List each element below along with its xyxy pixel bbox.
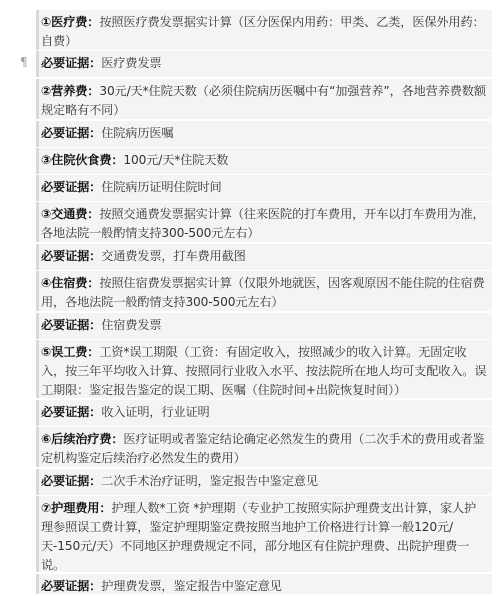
item-text: 按照医疗费发票据实计算（区分医保内用药：甲类、乙类，医保外用药：自费）	[41, 15, 485, 48]
item-transport-fee: ③交通费：按照交通费发票据实计算（往来医院的打车费用，开车以打车费用为准，各地法院一般酌情支持300-500元左右）	[36, 202, 492, 242]
proof-lost-wages: 必要证据：收入证明，行业证明	[36, 400, 492, 426]
proof-meal-fee: 必要证据：住院病历证明住院时间	[36, 175, 492, 201]
proof-label: 必要证据	[41, 56, 90, 70]
proof-label: 必要证据	[41, 180, 90, 194]
item-text: 按照交通费发票据实计算（往来医院的打车费用，开车以打车费用为准，各地法院一般酌情支持300-500元左右）	[41, 207, 485, 240]
proof-text: 医疗费发票	[101, 56, 162, 70]
item-nutrition-fee: ②营养费：30元/天*住院天数（必须住院病历医嘱中有“加强营养”，各地营养费数额规定略有不同）	[36, 79, 492, 119]
item-label: 交通费	[51, 207, 88, 221]
item-number: ⑤	[41, 345, 52, 359]
item-text: 医疗证明或者鉴定结论确定必然发生的费用（二次手术的费用或者鉴定机构鉴定后续治疗必然发生的费用）	[41, 432, 485, 465]
item-text: 护理人数*工资 *护理期（专业护工按照实际护理费支出计算，家人护理参照误工费计算，鉴定护理期鉴定费按照当地护工价格进行计算一般120元/天-150元/天）不同地区护理费规定不同，部分地区有住院护理费、出院护理费一说。	[41, 501, 477, 572]
item-number: ①	[41, 15, 52, 29]
proof-label: 必要证据	[41, 405, 90, 419]
item-lost-wages: ⑤误工费：工资*误工期限（工资：有固定收入，按照减少的收入计算。无固定收入，按三年平均收入计算、按照同行业收入水平、按法院所在地人均可支配收入。误工期限：鉴定报告鉴定的误工期、医嘱（住院时间+出院恢复时间））	[36, 340, 492, 398]
item-label: 后续治疗费	[51, 432, 112, 446]
proof-label: 必要证据	[41, 249, 90, 263]
item-number: ⑦	[41, 501, 52, 515]
item-text: 按照住宿费发票据实计算（仅限外地就医，因客观原因不能住院的住宿费用，各地法院一般酌情支持300-500元左右）	[41, 276, 485, 309]
paragraph-mark-icon: ¶	[20, 55, 28, 69]
proof-text: 二次手术治疗证明，鉴定报告中鉴定意见	[101, 474, 318, 488]
proof-medical-fee: 必要证据：医疗费发票	[36, 51, 492, 77]
item-meal-fee: ③住院伙食费：100元/天*住院天数	[36, 148, 492, 174]
item-text: 100元/天*住院天数	[123, 153, 229, 167]
proof-text: 住院病历医嘱	[101, 126, 174, 140]
item-text: 30元/天*住院天数（必须住院病历医嘱中有“加强营养”，各地营养费数额规定略有不同）	[41, 84, 486, 117]
proof-label: 必要证据	[41, 318, 90, 332]
item-follow-up-treatment: ⑥后续治疗费：医疗证明或者鉴定结论确定必然发生的费用（二次手术的费用或者鉴定机构鉴定后续治疗必然发生的费用）	[36, 427, 492, 467]
item-medical-fee: ①医疗费：按照医疗费发票据实计算（区分医保内用药：甲类、乙类，医保外用药：自费）	[36, 10, 492, 50]
proof-text: 住宿费发票	[101, 318, 162, 332]
proof-text: 收入证明，行业证明	[101, 405, 210, 419]
item-label: 住院伙食费	[51, 153, 112, 167]
proof-nursing-fee: 必要证据：护理费发票，鉴定报告中鉴定意见	[36, 574, 492, 594]
item-number: ④	[41, 276, 52, 290]
proof-follow-up-treatment: 必要证据：二次手术治疗证明，鉴定报告中鉴定意见	[36, 469, 492, 495]
proof-lodging-fee: 必要证据：住宿费发票	[36, 313, 492, 339]
item-number: ②	[41, 84, 52, 98]
item-number: ③	[41, 207, 52, 221]
item-label: 护理费用	[51, 501, 100, 515]
item-number: ③	[41, 153, 52, 167]
item-label: 误工费	[51, 345, 88, 359]
item-text: 工资*误工期限（工资：有固定收入，按照减少的收入计算。无固定收入，按三年平均收入计算、按照同行业收入水平、按法院所在地人均可支配收入。误工期限：鉴定报告鉴定的误工期、医嘱（住院时间+出院恢复时间））	[41, 345, 487, 397]
item-label: 住宿费	[51, 276, 88, 290]
item-nursing-fee: ⑦护理费用：护理人数*工资 *护理期（专业护工按照实际护理费支出计算，家人护理参照误工费计算，鉴定护理期鉴定费按照当地护工价格进行计算一般120元/天-150元/天）不同地区护理费规定不同，部分地区有住院护理费、出院护理费一说。	[36, 496, 492, 572]
proof-label: 必要证据	[41, 579, 90, 593]
item-label: 营养费	[51, 84, 88, 98]
proof-transport-fee: 必要证据：交通费发票，打车费用截图	[36, 244, 492, 270]
proof-nutrition-fee: 必要证据：住院病历医嘱	[36, 121, 492, 147]
proof-label: 必要证据	[41, 474, 90, 488]
proof-text: 住院病历证明住院时间	[101, 180, 222, 194]
proof-text: 交通费发票，打车费用截图	[101, 249, 246, 263]
item-number: ⑥	[41, 432, 52, 446]
item-label: 医疗费	[51, 15, 88, 29]
proof-text: 护理费发票，鉴定报告中鉴定意见	[101, 579, 282, 593]
proof-label: 必要证据	[41, 126, 90, 140]
item-lodging-fee: ④住宿费：按照住宿费发票据实计算（仅限外地就医，因客观原因不能住院的住宿费用，各地法院一般酌情支持300-500元左右）	[36, 271, 492, 311]
